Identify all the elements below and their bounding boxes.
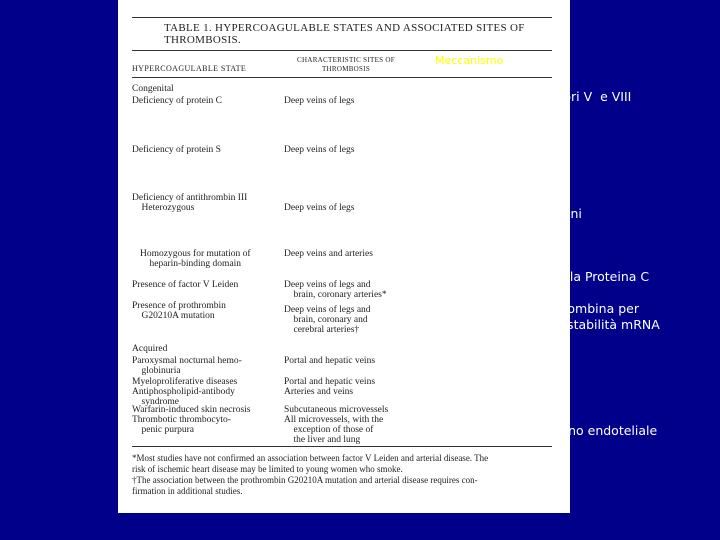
- row-state: Presence of prothrombin G20210A mutation: [132, 301, 226, 321]
- row-state: Congenital: [132, 84, 174, 94]
- row-state: Deficiency of protein C: [132, 96, 222, 106]
- row-site: Subcutaneous microvessels: [284, 405, 389, 415]
- row-site: Portal and hepatic veins: [284, 356, 376, 366]
- row-site: Portal and hepatic veins: [284, 377, 376, 387]
- row-state: Deficiency of protein S: [132, 145, 221, 155]
- row-state: Myeloproliferative diseases: [132, 377, 238, 387]
- mechanism-acquired-2: Esposizione TF: [406, 373, 499, 388]
- row-state: Deficiency of antithrombin III Heterozygous: [132, 193, 248, 213]
- mechanism-protein-c: Ridotta inattivazione Fattori V e VIII: [406, 89, 632, 104]
- row-site: Arteries and veins: [284, 387, 354, 397]
- row-state: Paroxysmal nocturnal hemo- globinuria: [132, 356, 242, 376]
- row-site: Deep veins of legs and brain, coronary and cerebral arteries†: [284, 305, 371, 335]
- mechanism-acquired-5: alterazioni ADAMTS/danno endoteliale: [406, 423, 658, 438]
- row-site: Deep veins of legs: [284, 203, 355, 213]
- row-state: Warfarin-induced skin necrosis: [132, 405, 251, 415]
- mechanism-header-box: [398, 0, 570, 56]
- row-state: Thrombotic thrombocyto- penic purpura: [132, 415, 231, 435]
- footnote-rule: [132, 446, 552, 447]
- row-site: All microvessels, with the exception of those of the liver and lung: [284, 415, 384, 445]
- mechanism-leiden-prothrombin: * Resistenza all’azione della Proteina C (“APC resistance”) * Aumentati livelli di protrombina per aumentata trascrizione o stabilità mRNA: [406, 269, 660, 332]
- footnote: *Most studies have not confirmed an association between factor V Leiden and arterial disease. The risk of ischemic heart disease may be limited to young women who smoke.: [132, 453, 489, 474]
- row-state: Antiphospholipid-antibody syndrome: [132, 387, 235, 407]
- mechanism-title: Meccanismo: [432, 53, 506, 68]
- table-caption: TABLE 1. HYPERCOAGULABLE STATES AND ASSOCIATED SITES OF THROMBOSIS.: [132, 17, 552, 51]
- row-site: Deep veins of legs: [284, 96, 355, 106]
- mechanism-acquired-3: diversi: [406, 389, 468, 404]
- mechanism-acquired-4: Esposizione TF“: [406, 406, 509, 421]
- col-header-sites: CHARACTERISTIC SITES OF THROMBOSIS: [297, 56, 395, 73]
- footnote: †The association between the prothrombin G20210A mutation and arterial disease requires con- firmation in additional studies.: [132, 475, 478, 496]
- row-state: Homozygous for mutation of heparin-binding domain: [140, 249, 251, 269]
- row-state: Presence of factor V Leiden: [132, 280, 239, 290]
- mechanism-antithrombin: *Ridotta inibizione zimogeni: [406, 206, 582, 221]
- mechanism-protein-s: ": [476, 136, 481, 146]
- row-site: Deep veins of legs: [284, 145, 355, 155]
- col-header-state: HYPERCOAGULABLE STATE: [132, 64, 247, 73]
- row-state: Acquired: [132, 344, 168, 354]
- row-site: Deep veins of legs and brain, coronary arteries*: [284, 280, 387, 300]
- header-rule: [132, 77, 552, 78]
- row-site: Deep veins and arteries: [284, 249, 373, 259]
- mechanism-acquired-1: emolisi: [406, 356, 451, 371]
